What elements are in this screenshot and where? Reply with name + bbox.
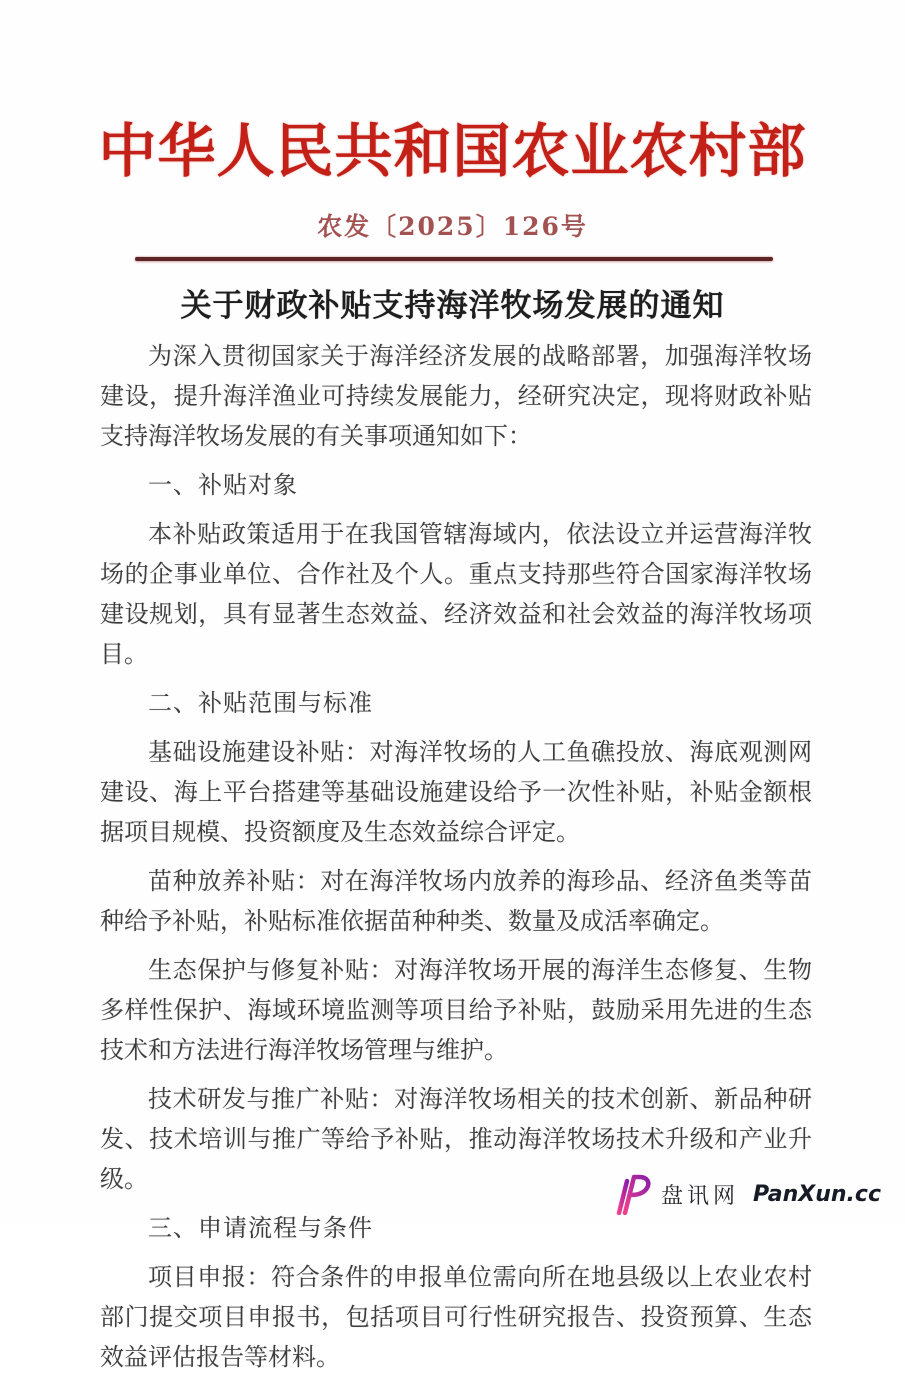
body-paragraph: 生态保护与修复补贴：对海洋牧场开展的海洋生态修复、生物多样性保护、海域环境监测等项目给予补贴，鼓励采用先进的生态技术和方法进行海洋牧场管理与维护。 <box>100 956 812 1064</box>
site-domain: PanXun.cc <box>753 1181 881 1207</box>
panxun-logo-icon <box>601 1173 651 1215</box>
section-heading: 三、申请流程与条件 <box>148 1214 373 1242</box>
body-paragraph: 为深入贯彻国家关于海洋经济发展的战略部署，加强海洋牧场建设，提升海洋渔业可持续发展能力，经研究决定，现将财政补贴支持海洋牧场发展的有关事项通知如下： <box>100 342 812 450</box>
body-paragraph: 本补贴政策适用于在我国管辖海域内，依法设立并运营海洋牧场的企事业单位、合作社及个人。重点支持那些符合国家海洋牧场建设规划，具有显著生态效益、经济效益和社会效益的海洋牧场项目。 <box>100 520 812 668</box>
document-number: 农发〔2025〕126号 <box>317 212 588 241</box>
agency-title: 中华人民共和国农业农村部 <box>98 117 807 185</box>
body-paragraph: 苗种放养补贴：对在海洋牧场内放养的海珍品、经济鱼类等苗种给予补贴，补贴标准依据苗种种类、数量及成活率确定。 <box>100 867 812 935</box>
document-body <box>100 336 812 1386</box>
body-paragraph: 技术研发与推广补贴：对海洋牧场相关的技术创新、新品种研发、技术培训与推广等给予补贴，推动海洋牧场技术升级和产业升级。 <box>100 1085 812 1193</box>
letterhead-rule <box>135 257 773 261</box>
section-heading: 二、补贴范围与标准 <box>148 689 373 717</box>
footer-watermark <box>601 1173 881 1215</box>
document-title: 关于财政补贴支持海洋牧场发展的通知 <box>180 288 725 324</box>
section-heading: 一、补贴对象 <box>148 471 298 499</box>
site-name: 盘讯网 <box>661 1183 740 1209</box>
body-paragraph: 项目申报：符合条件的申报单位需向所在地县级以上农业农村部门提交项目申报书，包括项目可行性研究报告、投资预算、生态效益评估报告等材料。 <box>100 1263 812 1371</box>
body-paragraph: 基础设施建设补贴：对海洋牧场的人工鱼礁投放、海底观测网建设、海上平台搭建等基础设施建设给予一次性补贴，补贴金额根据项目规模、投资额度及生态效益综合评定。 <box>100 738 812 846</box>
